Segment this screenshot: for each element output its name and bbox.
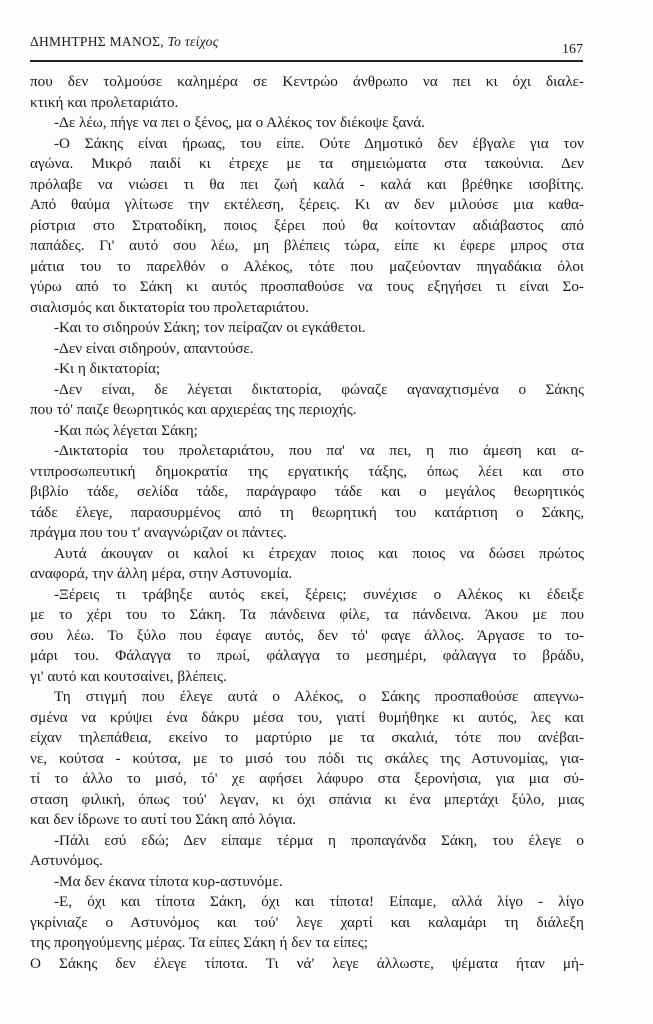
text-line: γύρω από το Σάκη κι αυτός προσπαθούσε να τους εξηγήσει τι είναι Σο- <box>30 278 584 295</box>
text-line: σου λέω. Το ξύλο που έφαγε αυτός, δεν τό' φαγε άλλος. Άργασε το το- <box>30 626 584 644</box>
text-line: ρίστρια στο Στρατοδίκη, ποιος ξέρει πού θα κοίτονταν αδιάβαστος από <box>30 216 584 234</box>
text-line: νε, κούτσα - κούτσα, με το μισό του πόδι τις σκάλες της Αστυνομίας, για- <box>30 749 584 767</box>
text-line: Αυτά άκουγαν οι καλοί κι έτρεχαν ποιος και ποιος να δώσει πρώτος <box>54 544 584 562</box>
running-head-book-title: Το τείχος <box>167 34 219 49</box>
text-line: σιαλισμός και δικτατορία του προλεταριάτου. <box>30 298 309 316</box>
text-line: είχαν τηλεπάθεια, εκείνο το μαρτύριο με τα σκαλιά, τότε που ανέβαι- <box>30 729 584 746</box>
text-line: -Μα δεν έκανα τίποτα κυρ-αστυνόμε. <box>54 872 283 890</box>
text-line: -Δικτατορία του προλεταριάτου, που πα' να πει, η πιο άμεση και α- <box>54 442 584 459</box>
text-line: τάδε έλεγε, παρασυρμένος από τη θεωρητική του κατάρτιση ο Σάκης, <box>30 503 584 521</box>
text-line: γκρίνιαζε ο Αστυνόμος και τού' λεγε χαρτί και καλαμάρι τη διάλεξη <box>30 913 584 931</box>
text-line: -Κι η δικτατορία; <box>54 360 161 377</box>
text-line: αγώνα. Μικρό παιδί κι έτρεχε με τα σημειώματα στα τακούνια. Δεν <box>30 155 584 172</box>
text-line: -Πάλι εσύ εδώ; Δεν είπαμε τέρμα η προπαγάνδα Σάκη, του έλεγε ο <box>54 831 584 849</box>
text-line: που δεν τολμούσε καλημέρα σε Κεντρώο άνθρωπο να πει κι όχι διαλε- <box>30 73 584 90</box>
text-line: και δεν ίδρωνε το αυτί του Σάκη από λόγια. <box>30 811 297 828</box>
text-line: αναφορά, την άλλη μέρα, στην Αστυνομία. <box>30 565 293 582</box>
text-line: -Δε λέω, πήγε να πει ο ξένος, μα ο Αλέκος τον διέκοψε ξανά. <box>54 114 425 131</box>
text-line: τί το άλλο το μισό, τό' χε αφήσει λάφυρο στα ξερονήσια, για μια σύ- <box>30 770 584 787</box>
text-line: -Ξέρεις τι τράβηξε αυτός εκεί, ξέρεις; συνέχισε ο Αλέκος κι έδειξε <box>54 585 584 603</box>
text-body <box>30 72 584 974</box>
text-line: -Δεν είναι, δε λέγεται δικτατορία, φώναζε αγαναχτισμένα ο Σάκης <box>54 380 584 398</box>
text-line: βιβλίο τάδε, σελίδα τάδε, παράγραφο τάδε και ο μεγάλος θεωρητικός <box>30 483 584 500</box>
text-line: παπάδες. Γι' αυτό σου λέω, μη βλέπεις τώρα, είπε κι έφερε μπρος στα <box>30 237 584 254</box>
page-number: 167 <box>562 42 583 57</box>
running-head-author: ΔΗΜΗΤΡΗΣ ΜΑΝΟΣ, Το τείχος <box>30 34 219 49</box>
text-line: Ο Σάκης δεν έλεγε τίποτα. Τι νά' λεγε άλλωστε, ψέματα ήταν μή- <box>30 954 584 972</box>
text-line: -Ο Σάκης είναι ήρωας, του είπε. Ούτε Δημοτικό δεν έβγαλε για τον <box>54 134 584 152</box>
text-line: πράγμα που του τ' αναγνώριζαν οι πάντες. <box>30 524 287 541</box>
text-line: -Δεν είναι σιδηρούν, απαντούσε. <box>54 339 254 357</box>
text-line: με το χέρι του το Σάκη. Τα πάνδεινα φίλε, τα πάνδεινα. Άκου με που <box>30 606 584 623</box>
text-line: που τό' παιζε θεωρητικός και αρχιερέας της περιοχής. <box>30 401 357 418</box>
text-line: σταση φιλική, όπως τού' λεγαν, κι όχι σπάνια κι ένα μπερτάχι ξύλο, μιας <box>30 790 584 808</box>
text-line: Αστυνόμος. <box>30 852 103 869</box>
text-line: -Και το σιδηρούν Σάκη; τον πείραζαν οι εγκάθετοι. <box>54 319 366 336</box>
running-head <box>30 30 583 62</box>
text-line: μάτια του το παρελθόν ο Αλέκος, τότε που μαζεύονταν πηγαδάκια όλοι <box>30 257 584 275</box>
text-line: Από θαύμα γλίτωσε την εκτέλεση, ξέρεις. Κι αν δεν μιλούσε μια καθα- <box>30 196 584 213</box>
text-line: κτική και προλεταριάτο. <box>30 93 179 111</box>
text-line: -Ε, όχι και τίποτα Σάκη, όχι και τίποτα! Είπαμε, αλλά λίγο - λίγο <box>54 893 584 910</box>
text-line: Τη στιγμή που έλεγε αυτά ο Αλέκος, ο Σάκης προσπαθούσε απεγνω- <box>54 688 584 705</box>
text-line: -Και πώς λέγεται Σάκη; <box>54 421 198 439</box>
text-line: της προηγούμενης μέρας. Τα είπες Σάκη ή δεν τα είπες; <box>30 934 369 951</box>
text-line: μάρι του. Φάλαγγα το πρωί, φάλαγγα το μεσημέρι, φάλαγγα το βράδυ, <box>30 647 584 664</box>
text-line: πρόλαβε να νιώσει τι θα πει ζωή καλά - καλά και βρέθηκε ισοβίτης. <box>30 175 584 193</box>
text-line: γι' αυτό και κουτσαίνει, βλέπεις. <box>30 667 227 685</box>
text-line: σμένα να κρύψει ένα δάκρυ μέσα του, γιατί θυμήθηκε κι αυτός, λες και <box>30 708 584 726</box>
text-line: ντιπροσωπευτική δημοκρατία της εργατικής τάξης, όπως λέει και στο <box>30 462 584 480</box>
